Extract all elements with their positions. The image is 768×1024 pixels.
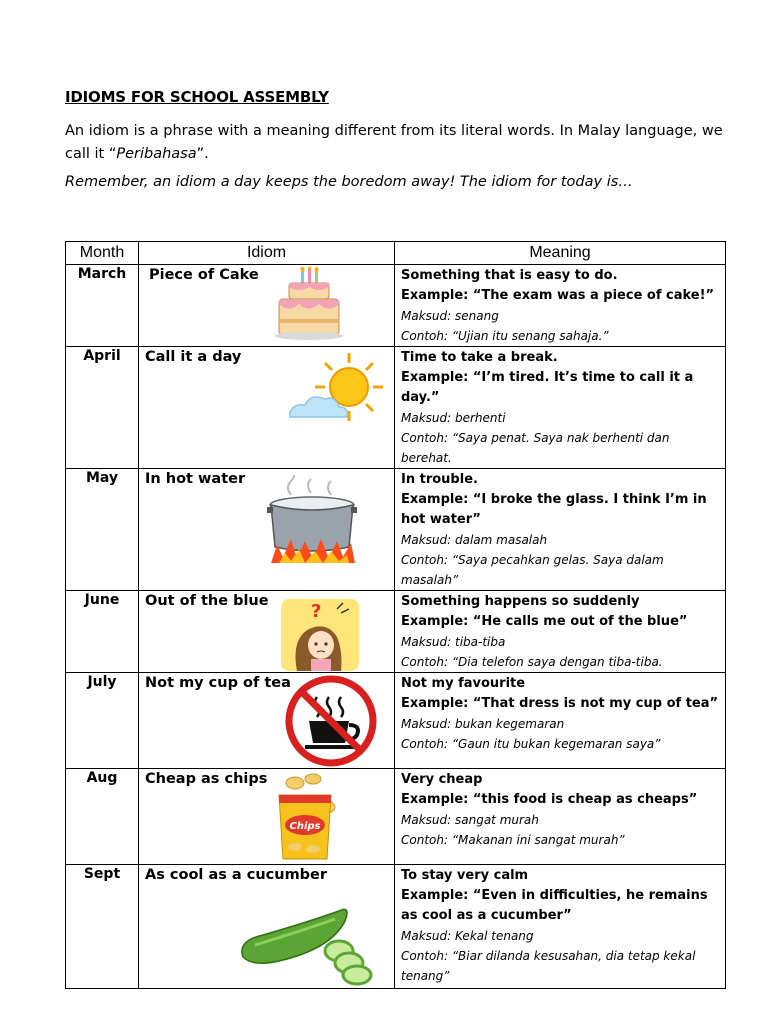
- meaning-cell: [395, 769, 726, 865]
- idiom-cell: [139, 769, 395, 865]
- page-title: IDIOMS FOR SCHOOL ASSEMBLY: [65, 88, 329, 106]
- meaning-cell: [395, 865, 726, 989]
- chips-brand-label: Chips: [289, 821, 321, 832]
- meaning-example: Example: “That dress is not my cup of tea”: [401, 696, 719, 711]
- meaning-definition: Time to take a break.: [401, 350, 558, 365]
- meaning-maksud: Maksud: dalam masalah: [401, 533, 548, 547]
- idiom-name: As cool as a cucumber: [145, 867, 328, 883]
- intro-paragraph: [65, 120, 725, 166]
- reminder-text: Remember, an idiom a day keeps the boredom away! The idiom for today is…: [65, 174, 633, 190]
- boiling-pot-icon: [267, 475, 357, 565]
- meaning-example: Example: “I’m tired. It’s time to call it a day.”: [401, 370, 694, 405]
- idiom-name: Not my cup of tea: [145, 675, 291, 691]
- table-row: [66, 347, 726, 469]
- meaning-contoh: Contoh: “Biar dilanda kesusahan, dia tetap kekal tenang”: [401, 949, 696, 983]
- meaning-contoh: Contoh: “Makanan ini sangat murah”: [401, 833, 625, 847]
- cucumber-icon: [235, 901, 385, 987]
- idiom-cell: [139, 265, 395, 347]
- idiom-name: In hot water: [145, 471, 246, 487]
- meaning-contoh: Contoh: “Saya penat. Saya nak berhenti dan berehat.: [401, 431, 670, 465]
- meaning-example: Example: “The exam was a piece of cake!”: [401, 288, 715, 303]
- idiom-cell: [139, 469, 395, 591]
- intro-text-end: ”.: [196, 146, 209, 162]
- month-cell: July: [66, 673, 139, 769]
- meaning-definition: In trouble.: [401, 472, 478, 487]
- table-row: [66, 865, 726, 989]
- month-cell: March: [66, 265, 139, 347]
- idiom-cell: [139, 591, 395, 673]
- meaning-cell: [395, 591, 726, 673]
- meaning-contoh: Contoh: “Dia telefon saya dengan tiba-tiba.: [401, 655, 663, 669]
- month-cell: Aug: [66, 769, 139, 865]
- meaning-contoh: Contoh: “Saya pecahkan gelas. Saya dalam masalah”: [401, 553, 664, 587]
- month-cell: Sept: [66, 865, 139, 989]
- idiom-cell: [139, 865, 395, 989]
- cake-icon: [273, 267, 343, 341]
- meaning-contoh: Contoh: “Ujian itu senang sahaja.”: [401, 329, 609, 343]
- idioms-table: [65, 241, 726, 989]
- meaning-maksud: Maksud: tiba-tiba: [401, 635, 506, 649]
- month-cell: June: [66, 591, 139, 673]
- meaning-maksud: Maksud: Kekal tenang: [401, 929, 534, 943]
- sun-icon: [289, 353, 389, 425]
- meaning-maksud: Maksud: berhenti: [401, 411, 506, 425]
- no-tea-icon: [283, 675, 379, 767]
- idiom-name: Cheap as chips: [145, 771, 268, 787]
- table-header-row: [66, 242, 726, 265]
- table-row: [66, 769, 726, 865]
- document-page: [65, 88, 725, 190]
- confused-girl-icon: [281, 599, 359, 671]
- header-month: Month: [66, 242, 139, 265]
- table-row: [66, 673, 726, 769]
- month-cell: May: [66, 469, 139, 591]
- meaning-maksud: Maksud: senang: [401, 309, 499, 323]
- month-cell: April: [66, 347, 139, 469]
- meaning-cell: [395, 469, 726, 591]
- meaning-definition: Something that is easy to do.: [401, 268, 618, 283]
- idiom-cell: [139, 347, 395, 469]
- idiom-name: Piece of Cake: [149, 267, 259, 283]
- header-meaning: Meaning: [395, 242, 726, 265]
- meaning-definition: Not my favourite: [401, 676, 526, 691]
- chips-bag-icon: [273, 773, 339, 863]
- idiom-name: Out of the blue: [145, 593, 269, 609]
- meaning-cell: [395, 265, 726, 347]
- meaning-contoh: Contoh: “Gaun itu bukan kegemaran saya”: [401, 737, 661, 751]
- header-idiom: Idiom: [139, 242, 395, 265]
- meaning-definition: Very cheap: [401, 772, 483, 787]
- meaning-cell: [395, 673, 726, 769]
- meaning-definition: Something happens so suddenly: [401, 594, 640, 609]
- meaning-definition: To stay very calm: [401, 868, 529, 883]
- meaning-example: Example: “I broke the glass. I think I’m in hot water”: [401, 492, 707, 527]
- table-row: [66, 265, 726, 347]
- table-row: [66, 591, 726, 673]
- intro-text: An idiom is a phrase with a meaning different from its literal words. In Malay language, we call it “: [65, 123, 723, 162]
- idiom-name: Call it a day: [145, 349, 242, 365]
- idiom-cell: [139, 673, 395, 769]
- meaning-example: Example: “He calls me out of the blue”: [401, 614, 688, 629]
- meaning-cell: [395, 347, 726, 469]
- meaning-maksud: Maksud: bukan kegemaran: [401, 717, 565, 731]
- meaning-maksud: Maksud: sangat murah: [401, 813, 539, 827]
- meaning-example: Example: “Even in difficulties, he remains as cool as a cucumber”: [401, 888, 708, 923]
- svg-text:?: ?: [311, 601, 322, 622]
- intro-term: Peribahasa: [116, 146, 197, 162]
- table-row: [66, 469, 726, 591]
- meaning-example: Example: “this food is cheap as cheaps”: [401, 792, 698, 807]
